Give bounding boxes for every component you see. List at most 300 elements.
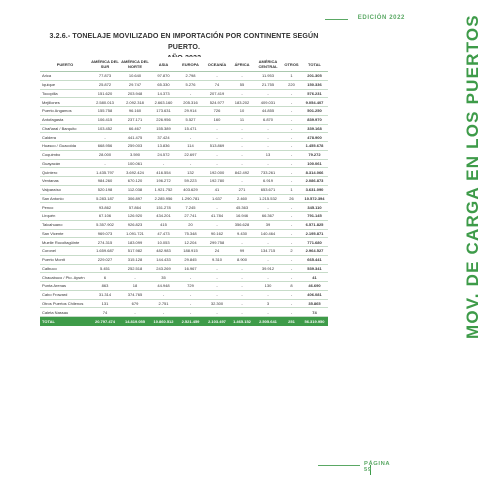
table-row — [40, 177, 328, 186]
side-section-title: MOV. DE CARGA EN LOS PUERTOS — [463, 14, 482, 339]
value-cell: 37.424 — [150, 133, 177, 142]
value-cell: 926.823 — [120, 220, 150, 229]
value-cell: 27.741 — [177, 212, 204, 221]
value-cell: 2.285.956 — [150, 194, 177, 203]
value-cell: - — [204, 290, 230, 299]
value-cell: 229.027 — [90, 255, 120, 264]
port-name-cell: Coquimbo — [40, 150, 90, 159]
port-name-cell: Talcahuano — [40, 220, 90, 229]
value-cell: - — [120, 273, 150, 282]
edition-header — [325, 15, 412, 24]
value-cell: 22.697 — [177, 150, 204, 159]
value-cell: 29.845 — [177, 255, 204, 264]
table-row — [40, 212, 328, 221]
table-title-line1: 3.2.6.- TONELAJE MOVILIZADO EN IMPORTACIÓN POR CONTINENTE SEGÚN PUERTO. — [49, 32, 319, 51]
table-row — [40, 150, 328, 159]
value-cell: 315.128 — [120, 255, 150, 264]
column-header: PUERTO — [40, 57, 90, 72]
value-cell: 74 — [204, 80, 230, 89]
value-cell: 203.948 — [120, 89, 150, 98]
table-row — [40, 72, 328, 81]
value-cell: 18 — [120, 282, 150, 291]
value-cell: 16.946 — [230, 212, 254, 221]
value-cell: 5.283.187 — [90, 194, 120, 203]
value-cell: 8.900 — [230, 255, 254, 264]
value-cell: 1.637 — [204, 194, 230, 203]
value-cell: 29.747 — [120, 80, 150, 89]
value-cell: - — [254, 89, 282, 98]
value-cell: 20 — [177, 220, 204, 229]
port-name-cell: Lirquén — [40, 212, 90, 221]
value-cell: - — [230, 72, 254, 81]
value-cell: 44.855 — [254, 107, 282, 116]
value-cell: 306.897 — [120, 194, 150, 203]
value-cell: - — [282, 255, 301, 264]
value-cell: - — [150, 308, 177, 317]
value-cell: 173.631 — [150, 107, 177, 116]
port-name-cell: Caldera — [40, 133, 90, 142]
port-name-cell: Chacabuco / Pto. Aysén — [40, 273, 90, 282]
value-cell: 32.300 — [204, 299, 230, 308]
value-cell: - — [282, 212, 301, 221]
value-cell: - — [230, 124, 254, 133]
value-cell: 16.967 — [177, 264, 204, 273]
value-cell: 729 — [177, 282, 204, 291]
value-cell: 863 — [90, 282, 120, 291]
value-cell: 13.836 — [150, 142, 177, 151]
port-name-cell: Tocopilla — [40, 89, 90, 98]
value-cell: 25.872 — [90, 80, 120, 89]
value-cell: 259.003 — [120, 142, 150, 151]
total-cell: 771.680 — [301, 238, 328, 247]
column-header: AMÉRICA DEL NORTE — [120, 57, 150, 72]
value-cell: 151.278 — [150, 203, 177, 212]
value-cell: - — [204, 220, 230, 229]
value-cell: 35 — [150, 273, 177, 282]
value-cell: 77.873 — [90, 72, 120, 81]
value-cell: - — [230, 89, 254, 98]
column-header: OCEANÍA — [204, 57, 230, 72]
page-footer — [318, 461, 398, 473]
port-name-cell: Valparaíso — [40, 185, 90, 194]
value-cell: 188.915 — [177, 247, 204, 256]
total-cell: 791.145 — [301, 212, 328, 221]
table-row — [40, 98, 328, 107]
table-row — [40, 264, 328, 273]
value-cell: 74 — [90, 308, 120, 317]
value-cell: - — [204, 72, 230, 81]
value-cell: - — [177, 133, 204, 142]
total-cell: 576.231 — [301, 89, 328, 98]
value-cell: - — [254, 273, 282, 282]
import-tonnage-table — [40, 57, 328, 326]
value-cell: 59.223 — [177, 177, 204, 186]
table-row — [40, 273, 328, 282]
table-body — [40, 72, 328, 327]
value-cell: 12.204 — [177, 238, 204, 247]
value-cell: - — [204, 308, 230, 317]
total-cell: 150.336 — [301, 80, 328, 89]
total-cell: 2.086.873 — [301, 177, 328, 186]
value-cell: 106.415 — [90, 115, 120, 124]
value-cell: - — [204, 124, 230, 133]
value-cell: 14.373 — [150, 89, 177, 98]
value-cell: 403.629 — [177, 185, 204, 194]
value-cell: 520.198 — [90, 185, 120, 194]
value-cell: 3 — [254, 299, 282, 308]
value-cell: 6.870 — [254, 115, 282, 124]
value-cell: - — [230, 159, 254, 168]
value-cell: 517.982 — [120, 247, 150, 256]
total-value-cell: 10.860.512 — [150, 317, 177, 327]
value-cell: 842.492 — [230, 168, 254, 177]
value-cell: 196.272 — [150, 177, 177, 186]
value-cell: 114 — [177, 142, 204, 151]
value-cell: - — [282, 168, 301, 177]
value-cell: - — [282, 89, 301, 98]
table-row — [40, 168, 328, 177]
value-cell: 55 — [230, 80, 254, 89]
port-name-cell: Ventanas — [40, 177, 90, 186]
value-cell: 66.367 — [254, 212, 282, 221]
value-cell: - — [254, 124, 282, 133]
value-cell: - — [230, 238, 254, 247]
table-row — [40, 238, 328, 247]
value-cell: 299.758 — [204, 238, 230, 247]
port-name-cell: Caleta Nassau — [40, 308, 90, 317]
value-cell: 183.099 — [120, 238, 150, 247]
value-cell: 131 — [90, 299, 120, 308]
value-cell: - — [230, 150, 254, 159]
value-cell: - — [150, 159, 177, 168]
total-cell: 35.865 — [301, 299, 328, 308]
total-cell: 1.455.678 — [301, 142, 328, 151]
value-cell: 733.261 — [254, 168, 282, 177]
table-row — [40, 133, 328, 142]
total-cell: 339.168 — [301, 124, 328, 133]
value-cell: - — [204, 264, 230, 273]
value-cell: 155.758 — [90, 107, 120, 116]
value-cell: 415 — [150, 220, 177, 229]
value-cell: 155.389 — [150, 124, 177, 133]
table-row — [40, 194, 328, 203]
value-cell: 100.061 — [120, 159, 150, 168]
value-cell: 513.869 — [204, 142, 230, 151]
value-cell: - — [230, 290, 254, 299]
value-cell: - — [282, 264, 301, 273]
value-cell: 409.031 — [254, 98, 282, 107]
column-header: AMÉRICA DEL SUR — [90, 57, 120, 72]
value-cell: 356.628 — [230, 220, 254, 229]
total-cell: 345.110 — [301, 203, 328, 212]
value-cell: 15.471 — [177, 124, 204, 133]
total-cell: 8.314.066 — [301, 168, 328, 177]
total-value-cell: 20.797.474 — [90, 317, 120, 327]
value-cell: - — [204, 159, 230, 168]
total-cell: 46.690 — [301, 282, 328, 291]
port-name-cell: Cabo Froward — [40, 290, 90, 299]
value-cell: 10 — [230, 107, 254, 116]
value-cell: - — [230, 273, 254, 282]
table-row — [40, 107, 328, 116]
total-cell: 3.631.090 — [301, 185, 328, 194]
total-value-cell: 14.819.055 — [120, 317, 150, 327]
total-value-cell: 2.521.459 — [177, 317, 204, 327]
value-cell: 3.692.424 — [120, 168, 150, 177]
value-cell: 29.914 — [177, 107, 204, 116]
value-cell: 90.162 — [204, 229, 230, 238]
table-row — [40, 115, 328, 124]
value-cell: 416.554 — [150, 168, 177, 177]
total-cell: 9.054.407 — [301, 98, 328, 107]
value-cell: - — [204, 150, 230, 159]
value-cell: 39 — [254, 220, 282, 229]
value-cell: - — [120, 308, 150, 317]
value-cell: 134.715 — [254, 247, 282, 256]
value-cell: 3.590 — [120, 150, 150, 159]
value-cell: - — [254, 308, 282, 317]
value-cell: 243.269 — [150, 264, 177, 273]
port-name-cell: Huasco / Guacolda — [40, 142, 90, 151]
value-cell: - — [177, 308, 204, 317]
total-value-cell: 56.319.950 — [301, 317, 328, 327]
value-cell: 374.765 — [120, 290, 150, 299]
table-row — [40, 124, 328, 133]
value-cell: 482.983 — [150, 247, 177, 256]
value-cell: 96.160 — [120, 107, 150, 116]
value-cell: 668.956 — [90, 142, 120, 151]
value-cell: 226.956 — [150, 115, 177, 124]
value-cell: 8 — [282, 282, 301, 291]
column-header: ASIA — [150, 57, 177, 72]
value-cell: 45.363 — [230, 203, 254, 212]
value-cell: 1 — [282, 185, 301, 194]
table-row — [40, 185, 328, 194]
value-cell: 41 — [204, 185, 230, 194]
value-cell: - — [230, 264, 254, 273]
table-row — [40, 142, 328, 151]
total-value-cell: 2.505.641 — [254, 317, 282, 327]
value-cell: - — [204, 203, 230, 212]
total-cell: 100.061 — [301, 159, 328, 168]
value-cell: - — [254, 133, 282, 142]
value-cell: 1.091.721 — [120, 229, 150, 238]
table-row — [40, 220, 328, 229]
value-cell: - — [177, 89, 204, 98]
total-value-cell: 1.465.152 — [230, 317, 254, 327]
column-header: ÁFRICA — [230, 57, 254, 72]
value-cell: 252.518 — [120, 264, 150, 273]
port-name-cell: San Vicente — [40, 229, 90, 238]
value-cell: - — [177, 299, 204, 308]
total-cell: 539.341 — [301, 264, 328, 273]
column-header: EUROPA — [177, 57, 204, 72]
value-cell: 6.919 — [254, 177, 282, 186]
value-cell: 1 — [282, 72, 301, 81]
table-row — [40, 80, 328, 89]
value-cell: - — [282, 159, 301, 168]
value-cell: - — [254, 255, 282, 264]
value-cell: 237.171 — [120, 115, 150, 124]
value-cell: 44.948 — [150, 282, 177, 291]
value-cell: - — [150, 290, 177, 299]
total-value-cell: 2.103.497 — [204, 317, 230, 327]
total-value-cell: 251 — [282, 317, 301, 327]
value-cell: 183.202 — [230, 98, 254, 107]
total-cell: 665.441 — [301, 255, 328, 264]
value-cell: - — [282, 115, 301, 124]
value-cell: 274.315 — [90, 238, 120, 247]
column-header: TOTAL — [301, 57, 328, 72]
value-cell: 13 — [254, 150, 282, 159]
value-cell: - — [282, 203, 301, 212]
value-cell: 1.215.532 — [254, 194, 282, 203]
value-cell: - — [177, 273, 204, 282]
value-cell: 2.580.013 — [90, 98, 120, 107]
table-row — [40, 229, 328, 238]
value-cell: 9.430 — [230, 229, 254, 238]
value-cell: 75.348 — [177, 229, 204, 238]
total-cell: 6.571.825 — [301, 220, 328, 229]
value-cell: - — [282, 273, 301, 282]
port-name-cell: Arica — [40, 72, 90, 81]
value-cell: - — [230, 282, 254, 291]
table-row — [40, 290, 328, 299]
total-cell: 2.964.527 — [301, 247, 328, 256]
value-cell: 65.330 — [150, 80, 177, 89]
value-cell: 2.460 — [230, 194, 254, 203]
value-cell: - — [282, 290, 301, 299]
value-cell: 93.862 — [90, 203, 120, 212]
total-cell: 478.900 — [301, 133, 328, 142]
table-row — [40, 299, 328, 308]
value-cell: 726 — [204, 107, 230, 116]
value-cell: 103.452 — [90, 124, 120, 133]
total-cell: 2.195.871 — [301, 229, 328, 238]
table-row — [40, 203, 328, 212]
value-cell: - — [282, 308, 301, 317]
table-total-row — [40, 317, 328, 327]
port-name-cell: Guayacán — [40, 159, 90, 168]
value-cell: - — [254, 203, 282, 212]
value-cell: - — [254, 238, 282, 247]
value-cell: 97.870 — [150, 72, 177, 81]
port-name-cell: San Antonio — [40, 194, 90, 203]
port-name-cell: Puerto Montt — [40, 255, 90, 264]
value-cell: 5.451 — [90, 264, 120, 273]
value-cell: 524.977 — [204, 98, 230, 107]
value-cell: 160 — [204, 115, 230, 124]
value-cell: - — [204, 282, 230, 291]
value-cell: 7.245 — [177, 203, 204, 212]
value-cell: - — [282, 98, 301, 107]
port-name-cell: Calbuco — [40, 264, 90, 273]
column-header: AMÉRICA CENTRAL — [254, 57, 282, 72]
value-cell: 1.921.752 — [150, 185, 177, 194]
value-cell: 6 — [90, 273, 120, 282]
value-cell: - — [254, 142, 282, 151]
value-cell: 39.912 — [254, 264, 282, 273]
value-cell: 1.290.781 — [177, 194, 204, 203]
total-cell: 201.305 — [301, 72, 328, 81]
value-cell: 99 — [230, 247, 254, 256]
value-cell: 66.467 — [120, 124, 150, 133]
value-cell: 1.435.797 — [90, 168, 120, 177]
value-cell: - — [282, 229, 301, 238]
value-cell: 47.473 — [150, 229, 177, 238]
value-cell: 441.475 — [120, 133, 150, 142]
value-cell: - — [230, 142, 254, 151]
table-header-row — [40, 57, 328, 72]
port-name-cell: Chañaral / Barquito — [40, 124, 90, 133]
table-row — [40, 89, 328, 98]
value-cell: 207.419 — [204, 89, 230, 98]
value-cell: 144.433 — [150, 255, 177, 264]
value-cell: - — [230, 299, 254, 308]
value-cell: 679 — [120, 299, 150, 308]
total-label-cell: TOTAL — [40, 317, 90, 327]
table-row — [40, 247, 328, 256]
value-cell: - — [282, 133, 301, 142]
value-cell: 192.000 — [204, 168, 230, 177]
value-cell: - — [282, 124, 301, 133]
value-cell: 31.314 — [90, 290, 120, 299]
value-cell: 2.798 — [177, 72, 204, 81]
value-cell: 434.201 — [150, 212, 177, 221]
value-cell: 2 — [282, 247, 301, 256]
value-cell: 205.316 — [177, 98, 204, 107]
total-cell: 501.250 — [301, 107, 328, 116]
value-cell: 10.053 — [150, 238, 177, 247]
port-name-cell: Penco — [40, 203, 90, 212]
value-cell: - — [254, 290, 282, 299]
table-row — [40, 255, 328, 264]
total-cell: 79.272 — [301, 150, 328, 159]
value-cell: 26 — [282, 194, 301, 203]
port-name-cell: Iquique — [40, 80, 90, 89]
port-name-cell: Quintero — [40, 168, 90, 177]
port-name-cell: Otros Puertos Chilenos — [40, 299, 90, 308]
value-cell: 140.464 — [254, 229, 282, 238]
value-cell: - — [282, 142, 301, 151]
table-row — [40, 282, 328, 291]
value-cell: 271 — [230, 185, 254, 194]
port-name-cell: Punta Arenas — [40, 282, 90, 291]
value-cell: 24 — [204, 247, 230, 256]
value-cell: - — [90, 133, 120, 142]
value-cell: - — [204, 273, 230, 282]
value-cell: - — [90, 159, 120, 168]
value-cell: - — [282, 220, 301, 229]
port-name-cell: Mejillones — [40, 98, 90, 107]
value-cell: 28.000 — [90, 150, 120, 159]
port-name-cell: Coronel — [40, 247, 90, 256]
value-cell: 969.073 — [90, 229, 120, 238]
port-name-cell: Antofagasta — [40, 115, 90, 124]
value-cell: 220 — [282, 80, 301, 89]
value-cell: 2.092.318 — [120, 98, 150, 107]
value-cell: - — [282, 150, 301, 159]
page-number: PÁGINA 59 — [364, 461, 390, 473]
value-cell: 11.953 — [254, 72, 282, 81]
value-cell: - — [230, 308, 254, 317]
value-cell: 67.106 — [90, 212, 120, 221]
value-cell: 2.663.160 — [150, 98, 177, 107]
value-cell: - — [177, 159, 204, 168]
value-cell: 5.276 — [177, 80, 204, 89]
value-cell: - — [254, 159, 282, 168]
value-cell: 2.751 — [150, 299, 177, 308]
